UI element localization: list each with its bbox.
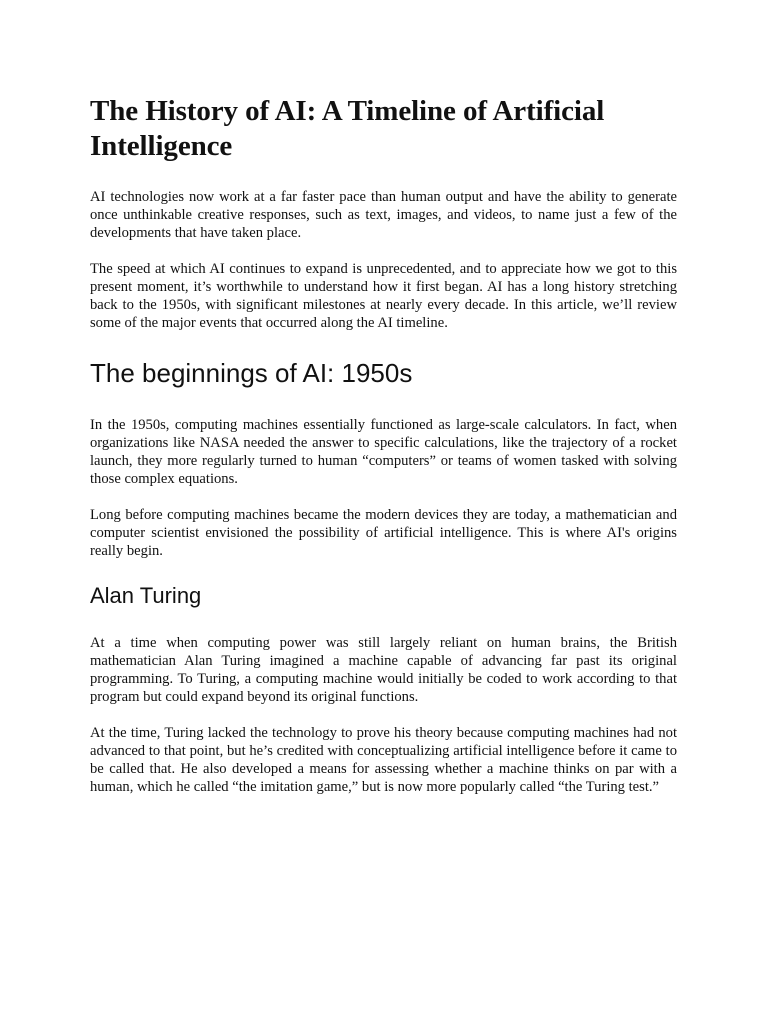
intro-paragraph-1: AI technologies now work at a far faster pace than human output and have the ability to generate once unthinkable creative responses, such as text, images, and videos, to name just a few of the developments that have taken place. bbox=[90, 189, 677, 241]
turing-paragraph-1: At a time when computing power was still largely reliant on human brains, the British mathematician Alan Turing imagined a machine capable of advancing far past its original programming. To Turing, a computing machine would initially be coded to work according to that program but could expand beyond its original functions. bbox=[90, 635, 677, 705]
document-title: The History of AI: A Timeline of Artificial Intelligence bbox=[90, 95, 605, 162]
document-page bbox=[90, 94, 677, 796]
intro-paragraph-2: The speed at which AI continues to expand is unprecedented, and to appreciate how we got to this present moment, it’s worthwhile to understand how it first began. AI has a long history stretching back to the 1950s, with significant milestones at nearly every decade. In this article, we’ll review some of the major events that occurred along the AI timeline. bbox=[90, 261, 677, 331]
turing-paragraph-2: At the time, Turing lacked the technology to prove his theory because computing machines had not advanced to that point, but he’s credited with conceptualizing artificial intelligence before it came to be called that. He also developed a means for assessing whether a machine thinks on par with a human, which he called “the imitation game,” but is now more popularly called “the Turing test.” bbox=[90, 725, 677, 795]
subsection-heading-alan-turing: Alan Turing bbox=[90, 583, 202, 608]
section-1950s-paragraph-1: In the 1950s, computing machines essentially functioned as large-scale calculators. In fact, when organizations like NASA needed the answer to specific calculations, like the trajectory of a rocket launch, they more regularly turned to human “computers” or teams of women tasked with solving those complex equations. bbox=[90, 417, 677, 487]
section-1950s-paragraph-2: Long before computing machines became the modern devices they are today, a mathematician and computer scientist envisioned the possibility of artificial intelligence. This is where AI's origins really begin. bbox=[90, 507, 677, 559]
section-heading-1950s: The beginnings of AI: 1950s bbox=[90, 358, 413, 388]
